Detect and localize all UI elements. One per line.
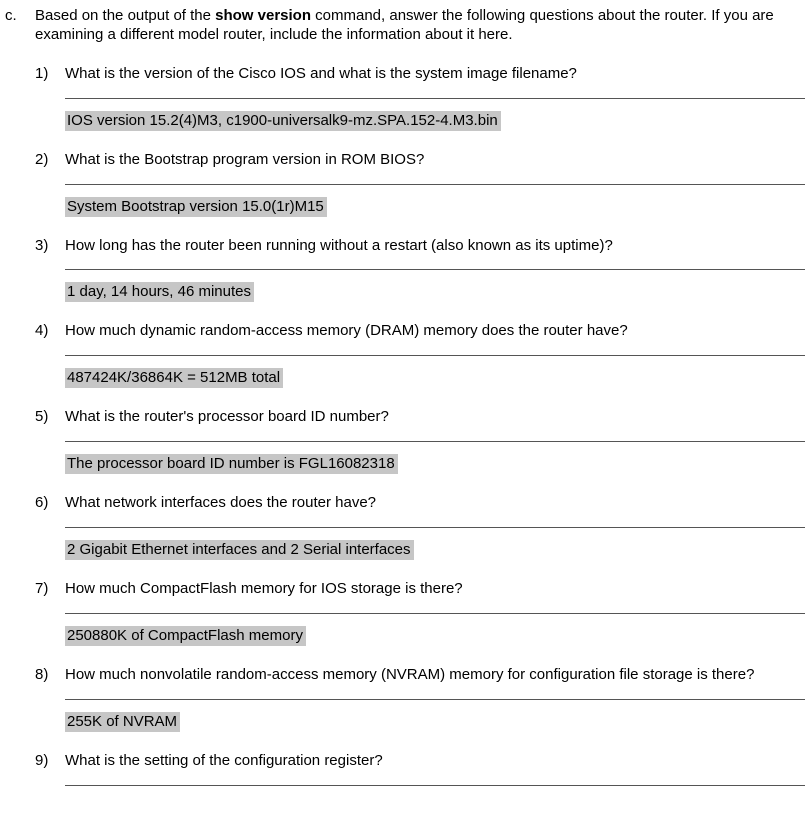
answer-text-highlighted: 2 Gigabit Ethernet interfaces and 2 Serial interfaces bbox=[65, 540, 414, 560]
question-block-7 bbox=[35, 580, 806, 646]
answer-row bbox=[65, 713, 806, 732]
question-number: 2) bbox=[35, 150, 49, 168]
question-row bbox=[35, 494, 806, 513]
question-text: How much nonvolatile random-access memory (NVRAM) memory for configuration file storage is there? bbox=[65, 666, 755, 684]
question-text: What is the router's processor board ID number? bbox=[65, 408, 389, 426]
question-row bbox=[35, 408, 806, 427]
intro-text bbox=[35, 7, 806, 45]
question-number: 1) bbox=[35, 64, 49, 82]
answer-text-highlighted: 1 day, 14 hours, 46 minutes bbox=[65, 282, 254, 302]
question-number: 6) bbox=[35, 494, 49, 512]
answer-row bbox=[65, 369, 806, 388]
answer-row bbox=[65, 455, 806, 474]
answer-row bbox=[65, 541, 806, 560]
answer-text-highlighted: 250880K of CompactFlash memory bbox=[65, 626, 306, 646]
question-row bbox=[35, 151, 806, 170]
answer-row bbox=[65, 627, 806, 646]
section-label: c. bbox=[5, 7, 17, 24]
section-intro bbox=[5, 7, 806, 45]
answer-text-highlighted: 255K of NVRAM bbox=[65, 712, 180, 732]
answer-row bbox=[65, 112, 806, 131]
answer-blank-line bbox=[65, 599, 805, 614]
question-block-2 bbox=[35, 151, 806, 217]
question-text: What is the setting of the configuration register? bbox=[65, 751, 383, 769]
question-block-9 bbox=[35, 752, 806, 786]
answer-text-highlighted: IOS version 15.2(4)M3, c1900-universalk9-mz.SPA.152-4.M3.bin bbox=[65, 111, 501, 131]
answer-blank-line bbox=[65, 771, 805, 786]
answer-blank-line bbox=[65, 513, 805, 528]
question-block-6 bbox=[35, 494, 806, 560]
question-number: 9) bbox=[35, 751, 49, 769]
answer-blank-line bbox=[65, 255, 805, 270]
intro-text-post: command, answer the following questions about the router. If you are examining a different model router, include the information about it here. bbox=[35, 7, 774, 43]
answer-text-highlighted: 487424K/36864K = 512MB total bbox=[65, 368, 283, 388]
question-row bbox=[35, 65, 806, 84]
question-row bbox=[35, 580, 806, 599]
question-row bbox=[35, 322, 806, 341]
question-text: How long has the router been running without a restart (also known as its uptime)? bbox=[65, 236, 613, 254]
question-row bbox=[35, 666, 806, 685]
question-number: 5) bbox=[35, 408, 49, 426]
question-block-8 bbox=[35, 666, 806, 732]
question-text: How much CompactFlash memory for IOS storage is there? bbox=[65, 580, 463, 598]
intro-text-pre: Based on the output of the bbox=[35, 7, 216, 24]
question-number: 7) bbox=[35, 580, 49, 598]
answer-text-highlighted: The processor board ID number is FGL16082318 bbox=[65, 454, 398, 474]
question-block-3 bbox=[35, 237, 806, 303]
answer-blank-line bbox=[65, 170, 805, 185]
question-row bbox=[35, 752, 806, 771]
question-number: 4) bbox=[35, 322, 49, 340]
intro-text-bold-command: show version bbox=[215, 7, 311, 24]
answer-row bbox=[65, 198, 806, 217]
answer-blank-line bbox=[65, 685, 805, 700]
answer-blank-line bbox=[65, 84, 805, 99]
answer-row bbox=[65, 283, 806, 302]
question-number: 8) bbox=[35, 666, 49, 684]
question-block-1 bbox=[35, 65, 806, 131]
question-number: 3) bbox=[35, 236, 49, 254]
question-block-4 bbox=[35, 322, 806, 388]
answer-text-highlighted: System Bootstrap version 15.0(1r)M15 bbox=[65, 197, 327, 217]
answer-blank-line bbox=[65, 341, 805, 356]
question-text: How much dynamic random-access memory (DRAM) memory does the router have? bbox=[65, 322, 628, 340]
answer-blank-line bbox=[65, 427, 805, 442]
question-row bbox=[35, 237, 806, 256]
question-text: What is the version of the Cisco IOS and what is the system image filename? bbox=[65, 64, 577, 82]
question-text: What network interfaces does the router have? bbox=[65, 494, 377, 512]
question-text: What is the Bootstrap program version in ROM BIOS? bbox=[65, 150, 425, 168]
question-block-5 bbox=[35, 408, 806, 474]
